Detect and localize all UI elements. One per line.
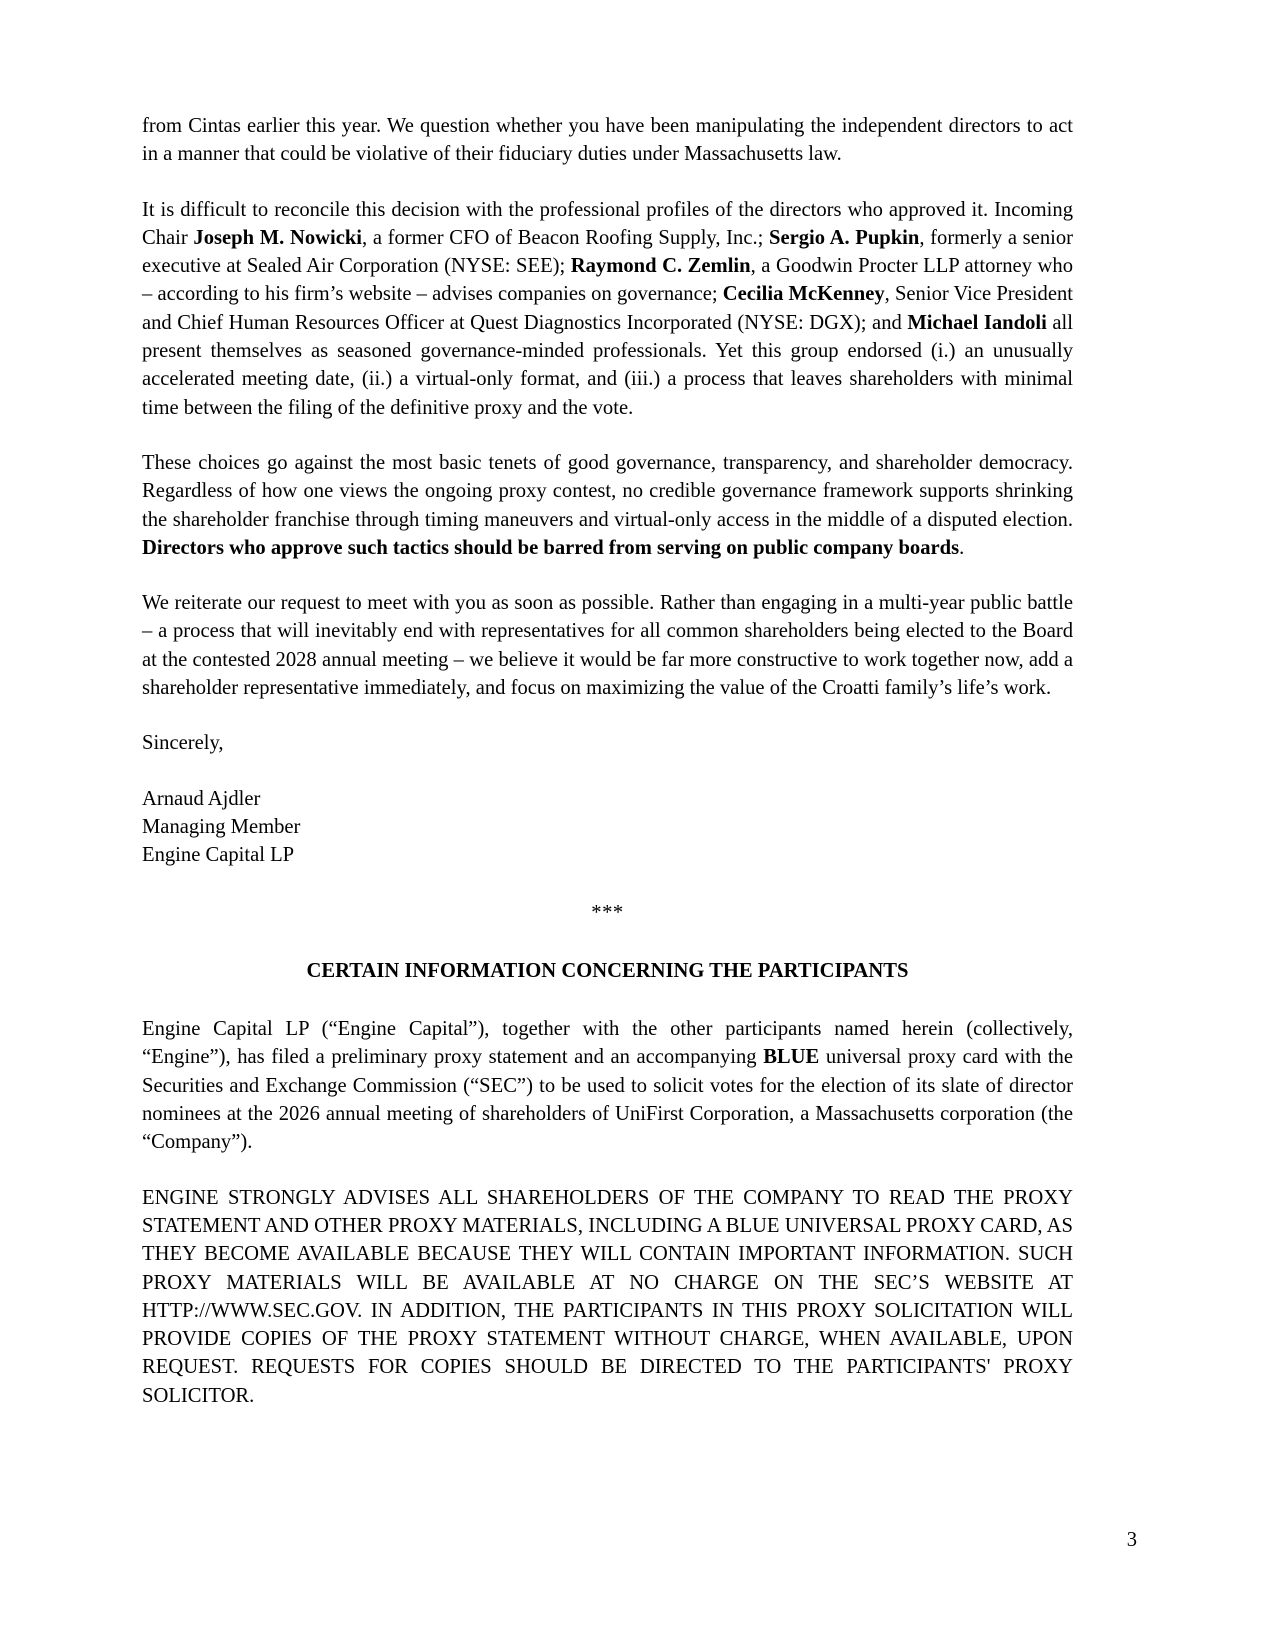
signer-name: Arnaud Ajdler [142,787,261,810]
director-name-zemlin: Raymond C. Zemlin [570,255,751,278]
text-segment: . [959,536,965,559]
paragraph-participants-intro [142,1015,1073,1156]
emphasis-blue-card: BLUE [763,1046,820,1069]
paragraph-meeting-request: We reiterate our request to meet with you as soon as possible. Rather than engaging in a multi-year public battle – a process that will inevitably end with representatives for all common shareholders being elected to the Board at the contested 2028 annual meeting – we believe it would be far more constructive to work together now, add a shareholder representative immediately, and focus on maximizing the value of the Croatti family’s life’s work. [142,592,1073,700]
text-segment: It is difficult to reconcile this decision with the professional profiles of the directors who approved it. Incoming Chair [142,198,1073,249]
section-separator: *** [591,901,624,924]
text-segment: , Senior Vice President and Chief Human Resources Officer at Quest Diagnostics Incorporated (NYSE: DGX); and [142,283,1073,334]
page-content [142,112,1073,1410]
signature-block [142,785,1073,870]
signer-firm: Engine Capital LP [142,844,295,867]
closing-salutation: Sincerely, [142,732,224,755]
director-name-iandoli: Michael Iandoli [907,311,1047,334]
director-name-pupkin: Sergio A. Pupkin [769,226,920,249]
text-segment: These choices go against the most basic tenets of good governance, transparency, and shareholder democracy. Regardless of how one views the ongoing proxy contest, no credible governance framework supports shrinking the shareholder franchise through timing maneuvers and virtual-only access in the middle of a disputed election. [142,451,1073,531]
text-segment: all present themselves as seasoned governance-minded professionals. Yet this group endorsed (i.) an unusually accelerated meeting date, (ii.) a virtual-only format, and (iii.) a process that leaves shareholders with minimal time between the filing of the definitive proxy and the vote. [142,311,1073,419]
paragraph-director-profiles [142,196,1073,422]
director-name-nowicki: Joseph M. Nowicki [193,226,363,249]
text-segment: universal proxy card with the Securities and Exchange Commission (“SEC”) to be used to solicit votes for the election of its slate of director nominees at the 2026 annual meeting of shareholders of UniFirst Corporation, a Massachusetts corporation (the “Company”). [142,1046,1073,1154]
text-segment: Engine Capital LP (“Engine Capital”), together with the other participants named herein (collectively, “Engine”), has filed a preliminary proxy statement and an accompanying [142,1018,1073,1069]
paragraph-governance-tenets [142,449,1073,562]
director-name-mckenney: Cecilia McKenney [722,283,885,306]
text-segment: , a former CFO of Beacon Roofing Supply, Inc.; [362,226,770,249]
paragraph-continuation: from Cintas earlier this year. We question whether you have been manipulating the independent directors to act in a manner that could be violative of their fiduciary duties under Massachusetts law. [142,115,1073,166]
section-heading-participants: CERTAIN INFORMATION CONCERNING THE PARTICIPANTS [306,959,909,982]
page-number: 3 [1126,1529,1137,1551]
text-segment: , a Goodwin Procter LLP attorney who – according to his firm’s website – advises companies on governance; [142,255,1073,306]
text-segment: , formerly a senior executive at Sealed Air Corporation (NYSE: SEE); [142,226,1073,278]
signer-title: Managing Member [142,815,301,838]
paragraph-proxy-disclaimer: ENGINE STRONGLY ADVISES ALL SHAREHOLDERS OF THE COMPANY TO READ THE PROXY STATEMENT AND OTHER PROXY MATERIALS, INCLUDING A BLUE UNIVERSAL PROXY CARD, AS THEY BECOME AVAILABLE BECAUSE THEY WILL CONTAIN IMPORTANT INFORMATION. SUCH PROXY MATERIALS WILL BE AVAILABLE AT NO CHARGE ON THE SEC’S WEBSITE AT HTTP://WWW.SEC.GOV. IN ADDITION, THE PARTICIPANTS IN THIS PROXY SOLICITATION WILL PROVIDE COPIES OF THE PROXY STATEMENT WITHOUT CHARGE, WHEN AVAILABLE, UPON REQUEST. REQUESTS FOR COPIES SHOULD BE DIRECTED TO THE PARTICIPANTS' PROXY SOLICITOR. [142,1186,1073,1407]
emphasis-barred-from-serving: Directors who approve such tactics should be barred from serving on public company boards [142,536,960,559]
